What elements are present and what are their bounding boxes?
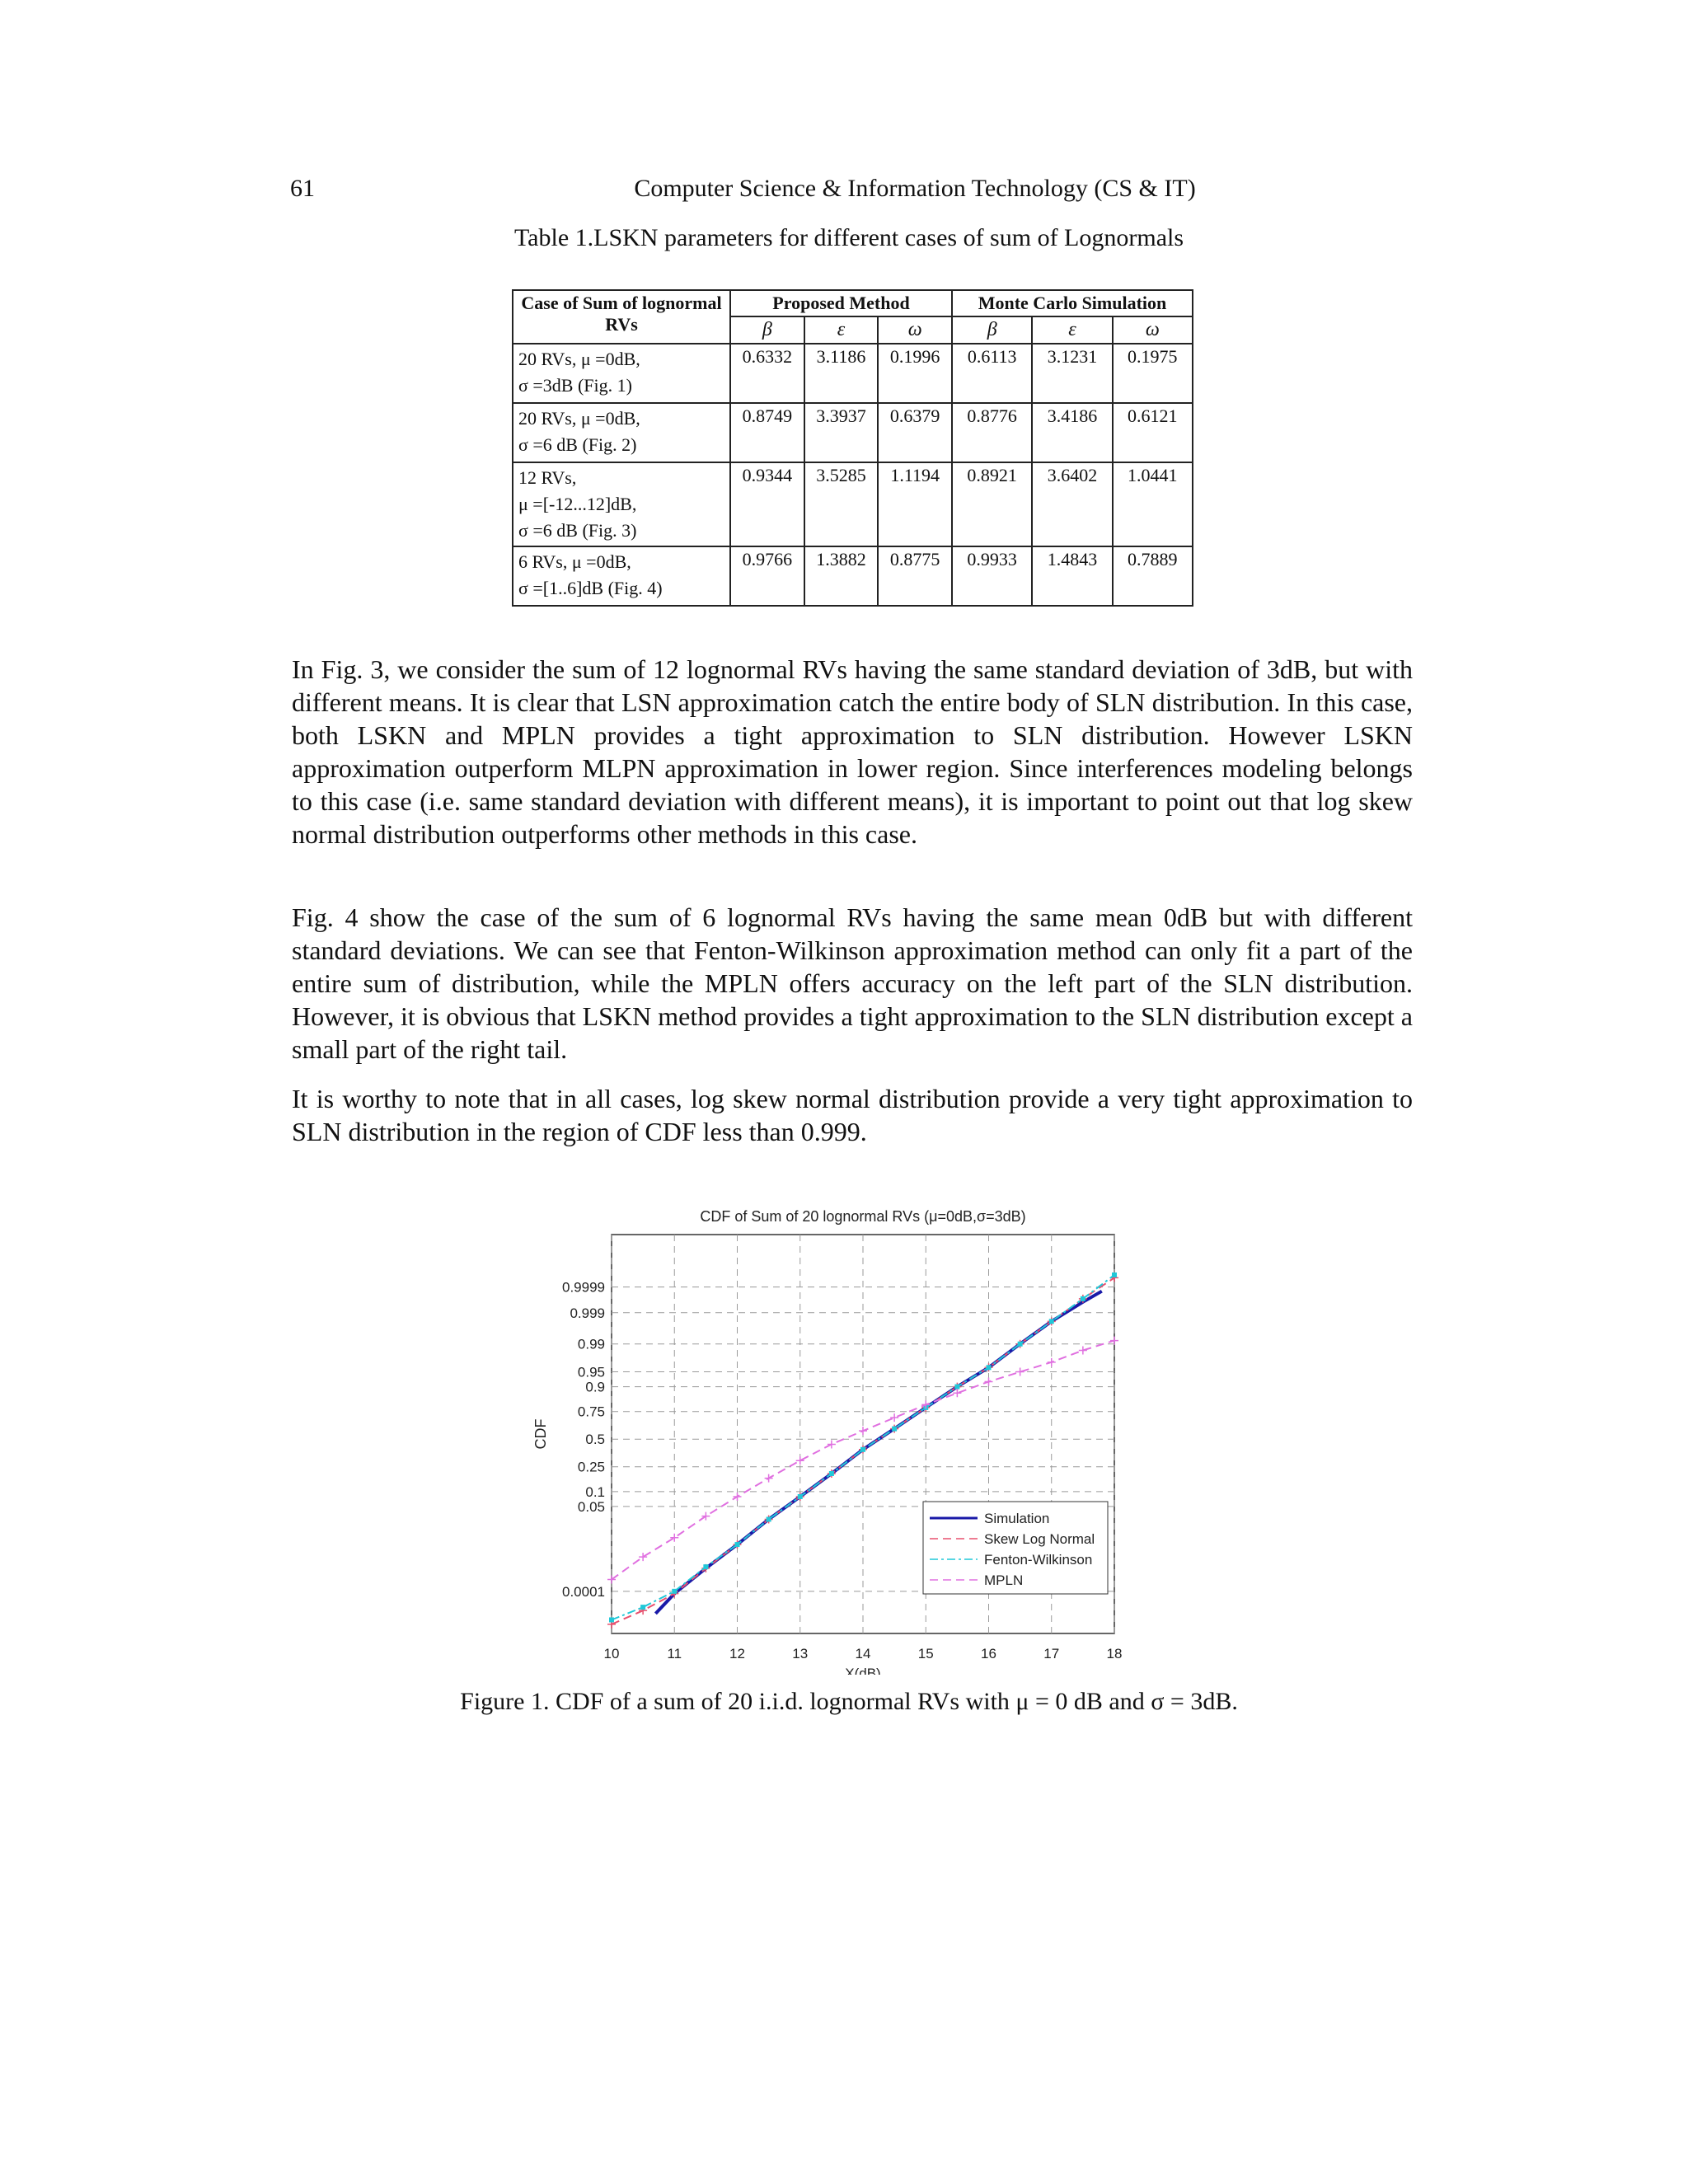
y-tick-label: 0.9 <box>585 1379 605 1395</box>
case-line: 12 RVs, <box>518 467 577 488</box>
table-row <box>513 546 1193 606</box>
value-cell: 3.4186 <box>1032 403 1112 462</box>
x-tick-label: 10 <box>603 1646 620 1661</box>
case-cell <box>513 344 730 403</box>
case-line: 20 RVs, μ =0dB, <box>518 349 640 369</box>
value-cell: 3.6402 <box>1032 462 1112 546</box>
data-point <box>798 1494 803 1499</box>
body-paragraph: Fig. 4 show the case of the sum of 6 lognormal RVs having the same mean 0dB but with different standard deviations. We can see that Fenton-Wilkinson approximation method can only fit a part of the entire sum of distribution, while the MPLN offers accuracy on the left part of the SLN distribution. However, it is obvious that LSKN method provides a tight approximation to the SLN distribution except a small part of the right tail. <box>292 902 1413 1064</box>
data-point <box>1049 1319 1054 1324</box>
case-column-header: Case of Sum of lognormal RVs <box>513 290 730 344</box>
y-tick-label: 0.9999 <box>562 1279 605 1296</box>
data-point <box>735 1542 740 1547</box>
value-cell: 0.9344 <box>730 462 804 546</box>
case-cell <box>513 546 730 606</box>
value-cell: 0.8775 <box>878 546 952 606</box>
legend-label: Simulation <box>984 1511 1050 1526</box>
legend-label: Skew Log Normal <box>984 1531 1095 1547</box>
table-row <box>513 403 1193 462</box>
data-point <box>954 1385 959 1390</box>
value-cell: 3.1231 <box>1032 344 1112 403</box>
y-tick-label: 0.999 <box>570 1305 605 1321</box>
body-paragraph: In Fig. 3, we consider the sum of 12 lognormal RVs having the same standard deviation of 3dB, but with different means. It is clear that LSN approximation catch the entire body of SLN distribution. In this case, both LSKN and MPLN provides a tight approximation to SLN distribution. However LSKN approximation outperform MLPN approximation in lower region. Since interferences modeling belongs to this case (i.e. same standard deviation with different means), it is important to point out that log skew normal distribution outperforms other methods in this case. <box>292 654 1413 849</box>
value-cell: 3.3937 <box>804 403 879 462</box>
data-point <box>672 1589 677 1594</box>
value-cell: 0.8921 <box>952 462 1032 546</box>
proposed-method-header: Proposed Method <box>730 290 952 316</box>
value-cell: 0.1975 <box>1113 344 1193 403</box>
x-tick-label: 13 <box>792 1646 809 1661</box>
legend-label: MPLN <box>984 1572 1024 1588</box>
value-cell: 0.8776 <box>952 403 1032 462</box>
data-point <box>703 1564 708 1569</box>
x-tick-label: 17 <box>1043 1646 1060 1661</box>
cdf-figure <box>528 1197 1137 1679</box>
data-point <box>1081 1296 1085 1301</box>
value-cell: 3.1186 <box>804 344 879 403</box>
table-row <box>513 344 1193 403</box>
x-tick-label: 15 <box>917 1646 934 1661</box>
y-tick-label: 0.0001 <box>562 1583 605 1600</box>
omega-symbol: ω <box>1113 316 1193 344</box>
cdf-chart <box>528 1197 1137 1675</box>
parameters-table <box>512 289 1193 607</box>
case-cell <box>513 462 730 546</box>
epsilon-symbol: ε <box>1032 316 1112 344</box>
table-row <box>513 462 1193 546</box>
value-cell: 0.9933 <box>952 546 1032 606</box>
value-cell: 3.5285 <box>804 462 879 546</box>
chart-title: CDF of Sum of 20 lognormal RVs (μ=0dB,σ=3dB) <box>700 1208 1026 1225</box>
x-tick-label: 18 <box>1106 1646 1123 1661</box>
case-line: 6 RVs, μ =0dB, <box>518 551 631 572</box>
data-point <box>1018 1342 1023 1347</box>
x-tick-label: 11 <box>667 1646 682 1661</box>
case-line: σ =6 dB (Fig. 3) <box>518 520 637 541</box>
case-cell <box>513 403 730 462</box>
value-cell: 0.6121 <box>1113 403 1193 462</box>
x-tick-label: 12 <box>729 1646 745 1661</box>
data-point <box>609 1617 614 1622</box>
legend-label: Fenton-Wilkinson <box>984 1552 1093 1568</box>
value-cell: 0.9766 <box>730 546 804 606</box>
case-line: σ =3dB (Fig. 1) <box>518 375 632 396</box>
value-cell: 1.0441 <box>1113 462 1193 546</box>
figure-caption: Figure 1. CDF of a sum of 20 i.i.d. lognormal RVs with μ = 0 dB and σ = 3dB. <box>460 1688 1238 1715</box>
omega-symbol: ω <box>878 316 952 344</box>
value-cell: 0.6332 <box>730 344 804 403</box>
value-cell: 1.3882 <box>804 546 879 606</box>
y-tick-label: 0.1 <box>585 1483 605 1500</box>
x-tick-label: 14 <box>855 1646 871 1661</box>
case-line: μ =[-12...12]dB, <box>518 494 637 514</box>
y-tick-label: 0.05 <box>577 1498 605 1515</box>
y-tick-label: 0.75 <box>577 1404 605 1420</box>
case-line: σ =[1..6]dB (Fig. 4) <box>518 578 663 598</box>
case-line: σ =6 dB (Fig. 2) <box>518 434 637 455</box>
y-tick-label: 0.95 <box>577 1364 605 1380</box>
x-axis-label: X(dB) <box>845 1666 881 1675</box>
data-point <box>640 1605 645 1610</box>
y-tick-label: 0.25 <box>577 1459 605 1475</box>
value-cell: 0.8749 <box>730 403 804 462</box>
value-cell: 1.4843 <box>1032 546 1112 606</box>
value-cell: 0.7889 <box>1113 546 1193 606</box>
case-line: 20 RVs, μ =0dB, <box>518 408 640 429</box>
data-point <box>829 1471 834 1476</box>
epsilon-symbol: ε <box>804 316 879 344</box>
value-cell: 1.1194 <box>878 462 952 546</box>
beta-symbol: β <box>730 316 804 344</box>
y-axis-label: CDF <box>532 1418 549 1450</box>
y-tick-label: 0.99 <box>577 1336 605 1352</box>
monte-carlo-header: Monte Carlo Simulation <box>952 290 1193 316</box>
body-paragraph: It is worthy to note that in all cases, log skew normal distribution provide a very tight approximation to SLN distribution in the region of CDF less than 0.999. <box>292 1084 1413 1146</box>
running-title: Computer Science & Information Technology (CS & IT) <box>634 175 1196 202</box>
y-tick-label: 0.5 <box>585 1432 605 1448</box>
data-point <box>987 1365 992 1370</box>
data-point <box>892 1427 897 1432</box>
value-cell: 0.6113 <box>952 344 1032 403</box>
data-point <box>860 1447 865 1452</box>
value-cell: 0.1996 <box>878 344 952 403</box>
value-cell: 0.6379 <box>878 403 952 462</box>
data-point <box>767 1516 771 1521</box>
table-caption: Table 1.LSKN parameters for different cases of sum of Lognormals <box>513 224 1184 251</box>
beta-symbol: β <box>952 316 1032 344</box>
page-number: 61 <box>290 175 315 202</box>
data-point <box>1112 1272 1117 1277</box>
x-tick-label: 16 <box>981 1646 996 1661</box>
